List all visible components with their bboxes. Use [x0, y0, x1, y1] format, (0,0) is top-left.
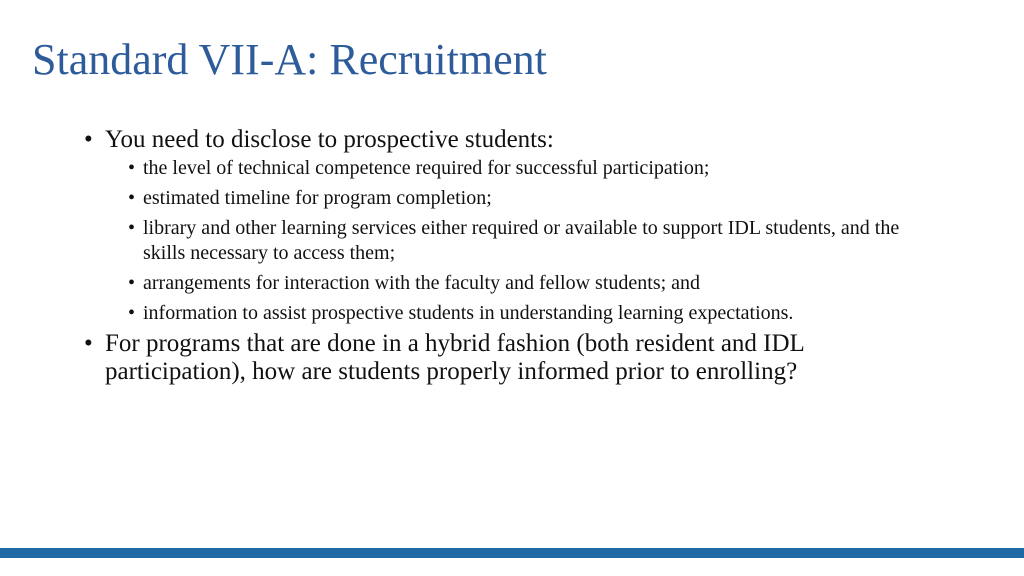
sub-bullet-learning-expectations: [105, 301, 912, 326]
bullet-dot-icon: •: [84, 126, 93, 153]
bullet-hybrid-programs: [82, 330, 912, 386]
bullet-dot-icon: •: [84, 330, 93, 357]
bullet-disclosure: [82, 126, 912, 326]
bullet-dot-icon: •: [128, 217, 136, 239]
bullet-dot-icon: •: [128, 157, 136, 179]
bullet-dot-icon: •: [128, 302, 136, 324]
sub-bullet-list: [105, 156, 912, 326]
bullet-dot-icon: •: [128, 187, 136, 209]
sub-bullet-text: library and other learning services either required or available to support IDL students, and the skills necessary to access them;: [143, 217, 900, 264]
bullet-text: For programs that are done in a hybrid fashion (both resident and IDL participation), how are students properly informed prior to enrolling?: [105, 330, 804, 385]
sub-bullet-text: estimated timeline for program completion;: [143, 187, 492, 209]
sub-bullet-text: arrangements for interaction with the faculty and fellow students; and: [143, 272, 701, 294]
sub-bullet-timeline: [105, 186, 912, 211]
bullet-text: You need to disclose to prospective students:: [105, 126, 554, 153]
sub-bullet-text: the level of technical competence required for successful participation;: [143, 157, 710, 179]
bullet-list: [82, 126, 912, 386]
sub-bullet-interaction: [105, 271, 912, 296]
slide-title: Standard VII-A: Recruitment: [32, 35, 547, 84]
sub-bullet-library-services: [105, 216, 912, 266]
footer-accent-bar: [0, 548, 1024, 558]
sub-bullet-technical-competence: [105, 156, 912, 181]
sub-bullet-text: information to assist prospective students in understanding learning expectations.: [143, 302, 794, 324]
bullet-dot-icon: •: [128, 272, 136, 294]
